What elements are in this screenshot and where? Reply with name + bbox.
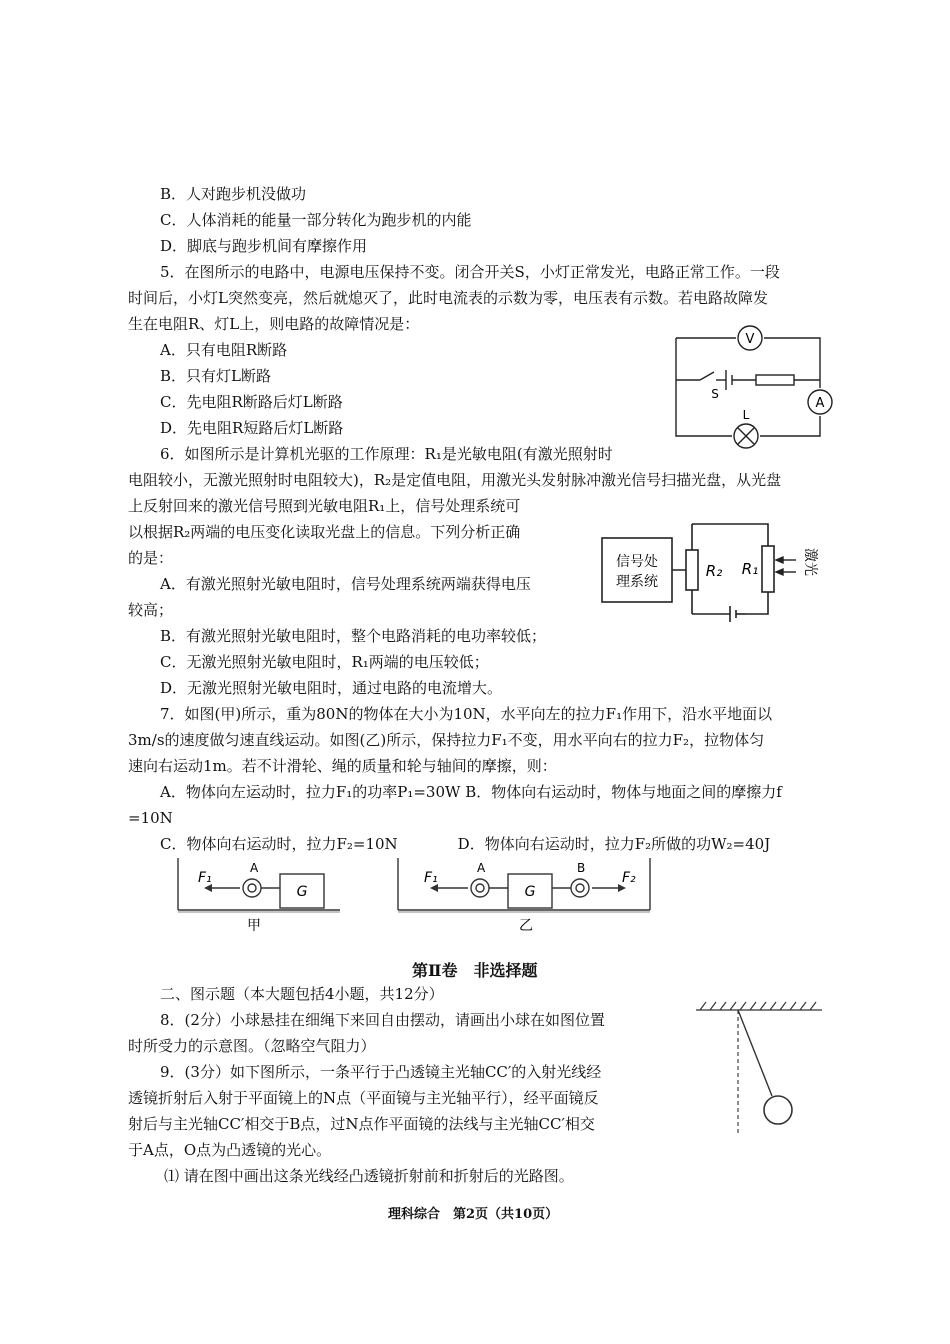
option-5-a: A．只有电阻R断路 [160, 341, 288, 359]
laser-label: 激光 [802, 548, 818, 576]
question-9-line2: 透镜折射后入射于平面镜上的N点（平面镜与主光轴平行），经平面镜反 [128, 1089, 599, 1107]
signal-box-line2: 理系统 [616, 574, 658, 590]
question-6-line4: 以根据R₂两端的电压变化读取光盘上的信息。下列分析正确 [128, 523, 521, 541]
signal-box-line1: 信号处 [616, 554, 658, 570]
f2-label-yi: F₂ [622, 870, 636, 886]
option-5-b: B．只有灯L断路 [160, 367, 271, 385]
r1-label: R₁ [741, 560, 759, 578]
circuit-diagram-q5 [670, 320, 840, 452]
lamp-label: L [742, 408, 750, 422]
f1-label-yi: F₁ [424, 870, 438, 886]
b-label-yi: B [577, 861, 586, 875]
question-7-line2: 3m/s的速度做匀速直线运动。如图(乙)所示，保持拉力F₁不变，用水平向右的拉力F₂，拉物体匀 [128, 731, 765, 749]
question-7-line1: 7．如图(甲)所示，重为80N的物体在大小为10N，水平向左的拉力F₁作用下，沿水平地面以 [160, 705, 773, 723]
question-5-line3: 生在电阻R、灯L上，则电路的故障情况是： [128, 315, 420, 333]
question-9-line4: 于A点，O点为凸透镜的光心。 [128, 1141, 332, 1159]
voltmeter-label: V [745, 332, 755, 347]
option-5-c: C．先电阻R断路后灯L断路 [160, 393, 343, 411]
option-7-cd: C．物体向右运动时，拉力F₂=10N D．物体向右运动时，拉力F₂所做的功W₂=40J [160, 835, 771, 853]
option-6-d: D．无激光照射光敏电阻时，通过电路的电流增大。 [160, 679, 503, 697]
pendulum-diagram-q8 [676, 994, 846, 1144]
ammeter-label: A [815, 396, 825, 411]
option-6-b: B．有激光照射光敏电阻时，整个电路消耗的电功率较低； [160, 627, 547, 645]
pulley-diagram-q7 [170, 852, 670, 942]
option-7-b-cont: =10N [128, 809, 173, 827]
option-7-ab: A．物体向左运动时，拉力F₁的功率P₁=30W B．物体向右运动时，物体与地面之间的摩擦力f [160, 783, 782, 801]
question-8-line1: 8．(2分）小球悬挂在细绳下来回自由摆动，请画出小球在如图位置 [160, 1011, 605, 1029]
option-5d: D．脚底与跑步机间有摩擦作用 [160, 237, 368, 255]
question-5-line1: 5．在图所示的电路中，电源电压保持不变。闭合开关S，小灯正常发光，电路正常工作。一段 [160, 263, 780, 281]
question-6-line5: 的是： [128, 549, 174, 567]
option-5b: B．人对跑步机没做功 [160, 185, 307, 203]
circuit-diagram-q6 [596, 514, 836, 626]
jia-label: 甲 [247, 918, 261, 934]
yi-label: 乙 [519, 918, 533, 934]
option-5c: C．人体消耗的能量一部分转化为跑步机的内能 [160, 211, 472, 229]
a-label-yi: A [477, 861, 486, 875]
question-7-line3: 速向右运动1m。若不计滑轮、绳的质量和轮与轴间的摩擦，则： [128, 757, 557, 775]
page-footer: 理科综合 第2页（共10页） [388, 1207, 559, 1222]
question-8-line2: 时所受力的示意图。（忽略空气阻力） [128, 1037, 376, 1055]
question-6-line1: 6．如图所示是计算机光驱的工作原理：R₁是光敏电阻(有激光照射时 [160, 445, 613, 463]
a-label-jia: A [250, 861, 259, 875]
g-label-jia: G [296, 884, 308, 900]
option-6-c: C．无激光照射光敏电阻时，R₁两端的电压较低； [160, 653, 489, 671]
f1-label-jia: F₁ [198, 870, 212, 886]
g-label-yi: G [524, 884, 536, 900]
question-9-line1: 9．(3分）如下图所示，一条平行于凸透镜主光轴CC′的入射光线经 [160, 1063, 602, 1081]
switch-label: S [711, 387, 719, 401]
section-title: 第Ⅱ卷 非选择题 [412, 961, 538, 980]
question-6-line3: 上反射回来的激光信号照到光敏电阻R₁上，信号处理系统可 [128, 497, 521, 515]
option-6-a-cont: 较高； [128, 601, 174, 619]
question-9-sub1: ⑴ 请在图中画出这条光线经凸透镜折射前和折射后的光路图。 [164, 1167, 574, 1185]
r2-label: R₂ [705, 562, 723, 580]
option-6-a: A．有激光照射光敏电阻时，信号处理系统两端获得电压 [160, 575, 531, 593]
part-2-heading: 二、图示题（本大题包括4小题，共12分） [160, 985, 444, 1003]
question-6-line2: 电阻较小，无激光照射时电阻较大)，R₂是定值电阻，用激光头发射脉冲激光信号扫描光盘，从光盘 [128, 471, 782, 489]
question-9-line3: 射后与主光轴CC′相交于B点，过N点作平面镜的法线与主光轴CC′相交 [128, 1115, 595, 1133]
question-5-line2: 时间后，小灯L突然变亮，然后就熄灭了，此时电流表的示数为零，电压表有示数。若电路故障发 [128, 289, 768, 307]
option-5-d: D．先电阻R短路后灯L断路 [160, 419, 344, 437]
